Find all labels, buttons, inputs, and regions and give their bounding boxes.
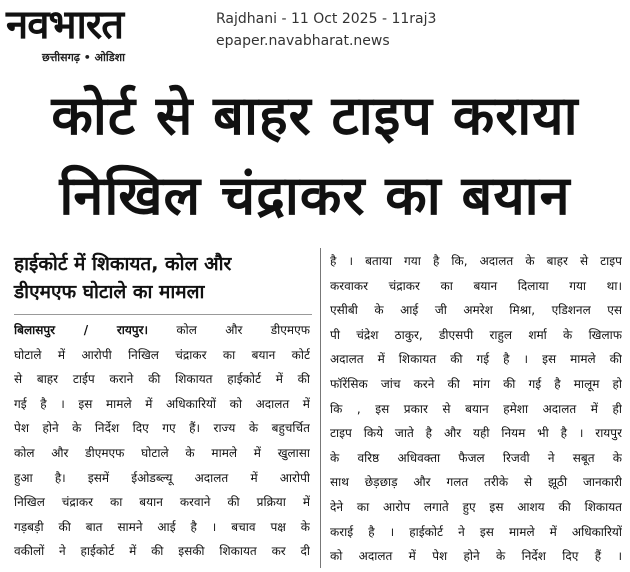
epaper-url: epaper.navabharat.news [216,33,390,49]
subhead-line-1: हाईकोर्ट में शिकायत, कोल और [14,253,232,275]
article-line: कराई है । हाईकोर्ट ने इस मामले में अधिकारियों [330,524,622,539]
article-line: पेश होने के निर्देश दिए गए हैं। राज्य के बहुचर्चित [14,421,310,436]
headline-line-2: निखिल चंद्राकर का बयान [59,164,571,227]
article-line: गई है । इस मामले में अधिकारियों को अदालत में [14,396,310,411]
article-line: निखिल चंद्राकर का बयान करवाने की प्रक्रिया में [14,495,310,510]
article-line: को अदालत में पेश होने के निर्देश दिए हैं । [330,549,622,564]
article-line: गड़बड़ी की बात सामने आई है । बचाव पक्ष के [14,519,310,534]
headline-line-1: कोर्ट से बाहर टाइप कराया [51,84,579,147]
edition-date-line: Rajdhani - 11 Oct 2025 - 11raj3 [216,11,437,27]
article-line: करवाकर चंद्राकर का बयान दिलाया गया था। [330,278,622,293]
article-column-left [14,318,310,564]
column-divider [320,248,321,568]
logo-wordmark: नवभारत [6,2,124,48]
article-line: अदालत में शिकायत की गई है । इस मामले की [330,352,622,367]
article-line: साथ छेड़छाड़ और गलत तरीके से झूठी जानकारी [330,475,622,490]
article-line: के वरिष्ठ अधिवक्ता फैजल रिजवी ने सबूत के [330,450,622,465]
subhead-rule [14,314,312,315]
article-line: टाइप किये जाते है और यही नियम भी है । रायपुर [330,426,622,441]
article-line: देने का आरोप लगाते हुए इस आशय की शिकायत [330,499,622,514]
article-line: फॉरेंसिक जांच करने की मांग की गई है मालूम हो [330,376,622,391]
article-column-right [330,249,622,569]
dateline: बिलासपुर / रायपुर। [14,323,149,337]
article-line: है । बताया गया है कि, अदालत के बाहर से टाइप [330,254,622,268]
article-line: से बाहर टाईप कराने की शिकायत हाईकोर्ट में की [14,372,310,387]
article-line: घोटाले में आरोपी निखिल चंद्राकर का बयान कोर्ट [14,347,310,362]
article-line: कि , इस प्रकार से बयान हमेशा अदालत में ही [330,401,622,416]
logo-edition-tagline: छत्तीसगढ़ • ओडिशा [42,51,125,64]
article-line: कोल और डीएमएफ घोटाले के मामले में खुलासा [14,445,310,460]
masthead [0,0,630,70]
article-line: हुआ है। इसमें ईओडब्ल्यू अदालत में आरोपी [14,470,310,485]
article-line: वकीलों ने हाईकोर्ट में की इसकी शिकायत कर दी [14,544,310,559]
article-line: एसीबी के आई जी अमरेश मिश्रा, एडिशनल एस [330,303,622,318]
article-line-text: कोल और डीएमएफ [176,323,310,337]
article-line: पी चंद्रेश ठाकुर, डीएसपी राहुल शर्मा के खिलाफ [330,327,622,342]
article-line [14,318,310,343]
subhead-line-2: डीएमएफ घोटाले का मामला [14,281,205,303]
newspaper-logo [6,2,196,64]
